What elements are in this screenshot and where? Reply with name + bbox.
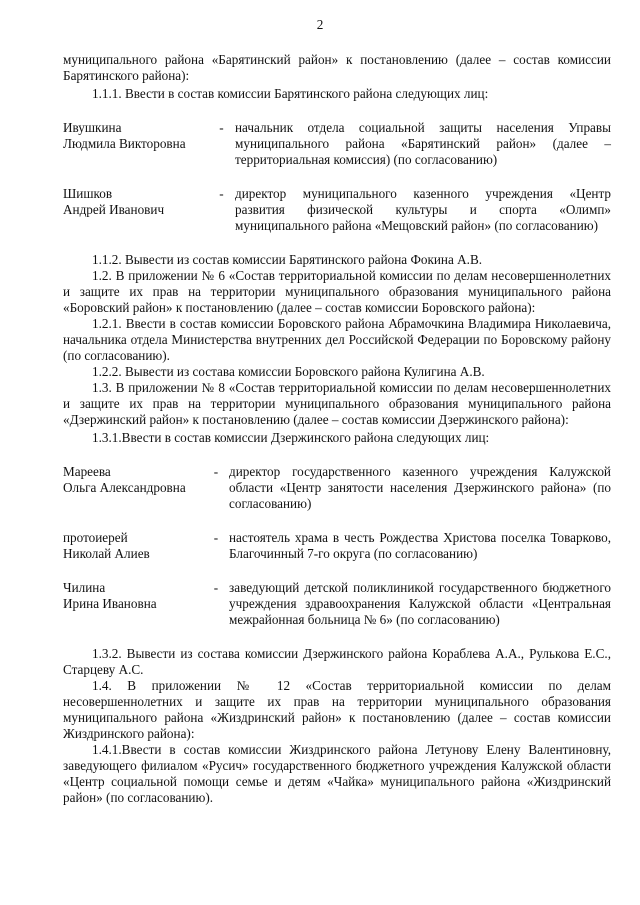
intro-paragraph: муниципального района «Барятинский район» к постановлению (далее – состав комиссии Барятинского района):	[63, 52, 611, 83]
person-name	[63, 120, 208, 152]
person-surname: Шишков	[63, 186, 113, 201]
person-role: директор муниципального казенного учреждения «Центр развития физической культуры и спорта «Олимп» муниципального района «Мещовский район» (по согласованию)	[235, 186, 611, 233]
person-row	[63, 580, 611, 628]
person-role: директор государственного казенного учреждения Калужской области «Центр занятости населения Дзержинского района» (по согласованию)	[229, 464, 611, 511]
person-role: начальник отдела социальной защиты населения Управы муниципального района «Барятинский район» (далее – территориальная комиссия) (по согласованию)	[235, 120, 611, 167]
item-1-1-2: 1.1.2. Вывести из состав комиссии Барятинского района Фокина А.В.	[92, 252, 483, 267]
item-1-2: 1.2. В приложении № 6 «Состав территориальной комиссии по делам несовершеннолетних и защите их прав на территории муниципального образования муниципального района «Боровский район» к постановлению (далее – состав комиссии Боровского района):	[63, 268, 611, 315]
person-surname: протоиерей	[63, 530, 128, 545]
item-1-2-1: 1.2.1. Ввести в состав комиссии Боровского района Абрамочкина Владимира Николаевича, начальника отдела Министерства внутренних дел Российской Федерации по Боровскому району (по согласованию).	[63, 316, 611, 363]
document-body	[63, 52, 611, 806]
person-row	[63, 464, 611, 512]
item-1-3-2: 1.3.2. Вывести из состава комиссии Дзержинского района Кораблева А.А., Рулькова Е.С., Старцеву А.С.	[63, 646, 611, 677]
item-1-4: 1.4. В приложении № 12 «Состав территориальной комиссии по делам несовершеннолетних и защите их прав на территории муниципального образования муниципального района «Жиздринский район» к постановлению (далее – состав комиссии Жиздринского района):	[63, 678, 611, 741]
person-name	[63, 186, 208, 218]
person-row	[63, 120, 611, 168]
person-role: заведующий детской поликлиникой государственного бюджетного учреждения здравоохранения Калужской области «Центральная межрайонная больница № 6» (по согласованию)	[229, 580, 611, 627]
dash-separator: -	[213, 580, 219, 595]
dash-separator: -	[219, 120, 224, 135]
person-name	[63, 530, 203, 562]
person-role: настоятель храма в честь Рождества Христова поселка Товарково, Благочинный 7-го округа (по согласованию)	[229, 530, 611, 561]
dash-separator: -	[213, 530, 219, 545]
person-surname: Чилина	[63, 580, 106, 595]
page-number: 2	[316, 17, 324, 32]
item-1-3-1: 1.3.1.Ввести в состав комиссии Дзержинского района следующих лиц:	[92, 430, 490, 445]
dash-separator: -	[219, 186, 224, 201]
item-1-1-1: 1.1.1. Ввести в состав комиссии Барятинского района следующих лиц:	[92, 86, 489, 101]
person-name	[63, 464, 203, 496]
person-surname: Мареева	[63, 464, 111, 479]
person-given-names: Николай Алиев	[63, 546, 150, 561]
person-name	[63, 580, 203, 612]
person-given-names: Людмила Викторовна	[63, 136, 186, 151]
person-given-names: Ирина Ивановна	[63, 596, 157, 611]
item-1-3: 1.3. В приложении № 8 «Состав территориальной комиссии по делам несовершеннолетних и защите их прав на территории муниципального образования муниципального района «Дзержинский район» к постановлению (далее – состав комиссии Дзержинского района):	[63, 380, 611, 427]
person-given-names: Ольга Александровна	[63, 480, 186, 495]
item-1-2-2: 1.2.2. Вывести из состава комиссии Боровского района Кулигина А.В.	[92, 364, 485, 379]
person-given-names: Андрей Иванович	[63, 202, 165, 217]
person-row	[63, 530, 611, 562]
dash-separator: -	[213, 464, 219, 479]
item-1-4-1: 1.4.1.Ввести в состав комиссии Жиздринского района Летунову Елену Валентиновну, заведующего филиалом «Русич» государственного бюджетного учреждения Калужской области «Центр социальной помощи семье и детям «Чайка» муниципального района «Жиздринский район» (по согласованию).	[63, 742, 611, 805]
person-row	[63, 186, 611, 234]
person-surname: Ивушкина	[63, 120, 122, 135]
